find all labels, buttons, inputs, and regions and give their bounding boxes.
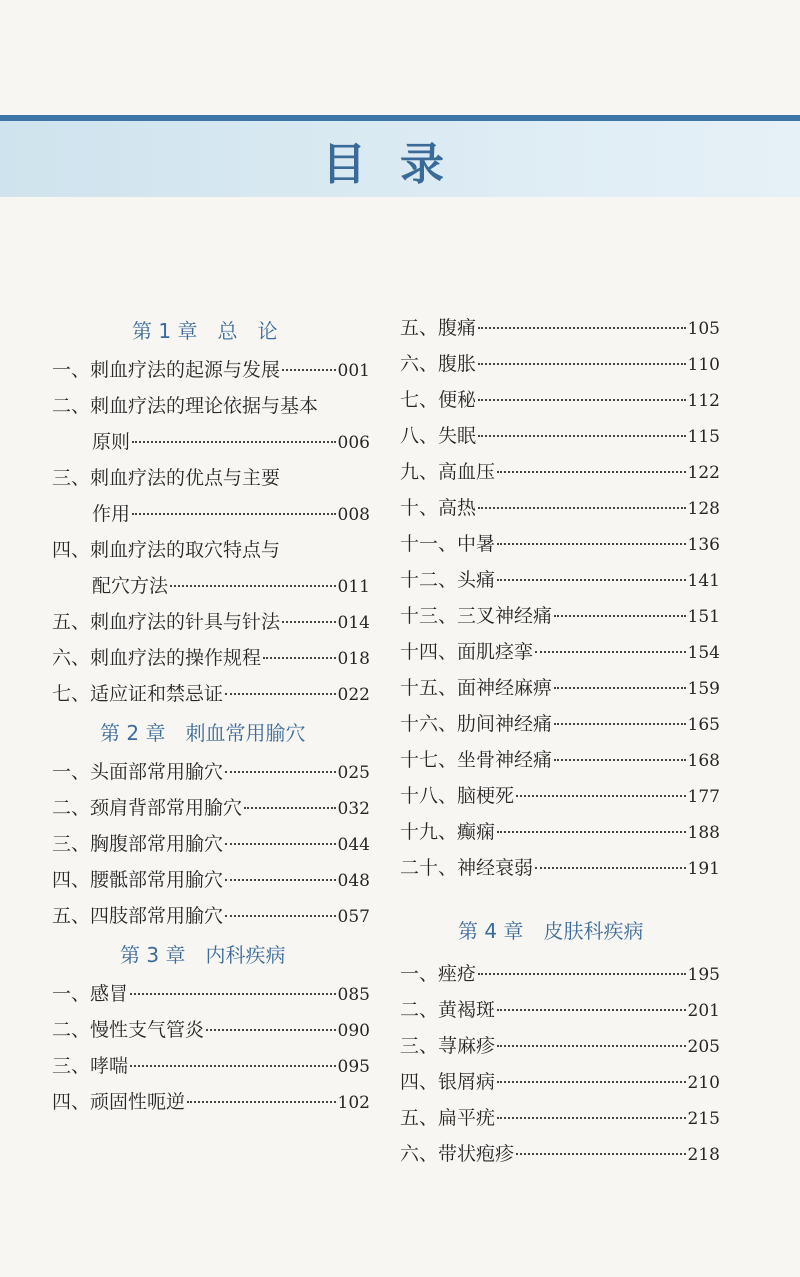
leader-dots — [478, 507, 686, 509]
toc-entry[interactable] — [52, 532, 370, 604]
leader-dots — [478, 973, 686, 975]
entry-title: 三、胸腹部常用腧穴 — [52, 833, 224, 855]
toc-entry[interactable] — [400, 1100, 720, 1136]
entry-title: 二、颈肩背部常用腧穴 — [52, 797, 243, 819]
toc-entry[interactable] — [52, 754, 370, 790]
leader-dots — [554, 759, 686, 761]
toc-entry[interactable] — [400, 850, 720, 886]
entry-title: 原则 — [92, 431, 131, 453]
entry-title: 四、刺血疗法的取穴特点与 — [52, 539, 281, 561]
toc-entry[interactable] — [400, 526, 720, 562]
leader-dots — [263, 657, 336, 659]
page-number: 044 — [337, 835, 370, 855]
page-number: 011 — [337, 577, 370, 597]
leader-dots — [516, 795, 686, 797]
page-number: 095 — [337, 1057, 370, 1077]
toc-entry[interactable] — [52, 640, 370, 676]
leader-dots — [497, 1009, 686, 1011]
chapter-heading: 第 4 章 皮肤科疾病 — [458, 919, 644, 943]
toc-entry[interactable] — [400, 346, 720, 382]
page-number: 218 — [687, 1145, 720, 1165]
spacer — [400, 886, 720, 910]
page-number: 122 — [687, 463, 720, 483]
toc-entry[interactable] — [400, 992, 720, 1028]
toc-entry[interactable] — [400, 1064, 720, 1100]
entry-title: 六、刺血疗法的操作规程 — [52, 647, 262, 669]
leader-dots — [225, 693, 336, 695]
leader-dots — [244, 807, 336, 809]
page-number: 191 — [687, 859, 720, 879]
toc-left-column — [52, 310, 370, 1120]
toc-entry[interactable] — [400, 634, 720, 670]
leader-dots — [497, 1045, 686, 1047]
entry-title: 十四、面肌痉挛 — [400, 641, 534, 663]
page-number: 154 — [687, 643, 720, 663]
leader-dots — [170, 585, 336, 587]
entry-title: 十、高热 — [400, 497, 477, 519]
entry-title: 四、腰骶部常用腧穴 — [52, 869, 224, 891]
entry-title: 三、刺血疗法的优点与主要 — [52, 467, 281, 489]
page-number: 102 — [337, 1093, 370, 1113]
leader-dots — [516, 1153, 686, 1155]
leader-dots — [132, 441, 336, 443]
toc-entry[interactable] — [52, 352, 370, 388]
leader-dots — [478, 399, 686, 401]
page-number: 205 — [687, 1037, 720, 1057]
page-number: 048 — [337, 871, 370, 891]
page-number: 201 — [687, 1001, 720, 1021]
leader-dots — [497, 831, 686, 833]
toc-entry[interactable] — [400, 598, 720, 634]
toc-entry[interactable] — [400, 310, 720, 346]
leader-dots — [282, 369, 336, 371]
page-number: 128 — [687, 499, 720, 519]
chapter-heading: 第 1 章 总 论 — [132, 319, 278, 343]
toc-entry[interactable] — [400, 1028, 720, 1064]
toc-entry[interactable] — [400, 454, 720, 490]
page-number: 085 — [337, 985, 370, 1005]
page-number: 025 — [337, 763, 370, 783]
page-number: 008 — [337, 505, 370, 525]
entry-title: 一、痤疮 — [400, 963, 477, 985]
page-title: 目录 — [322, 139, 478, 190]
entry-title: 配穴方法 — [92, 575, 169, 597]
toc-entry[interactable] — [52, 604, 370, 640]
page-number: 165 — [687, 715, 720, 735]
entry-title: 七、便秘 — [400, 389, 477, 411]
leader-dots — [535, 867, 686, 869]
toc-entry[interactable] — [400, 562, 720, 598]
entry-title: 六、带状疱疹 — [400, 1143, 515, 1165]
page-number: 115 — [687, 427, 720, 447]
toc-entry[interactable] — [52, 976, 370, 1012]
toc-entry[interactable] — [400, 382, 720, 418]
leader-dots — [206, 1029, 336, 1031]
leader-dots — [478, 435, 686, 437]
toc-entry[interactable] — [400, 670, 720, 706]
toc-entry[interactable] — [400, 490, 720, 526]
leader-dots — [497, 1081, 686, 1083]
toc-entry[interactable] — [52, 388, 370, 460]
page-number: 188 — [687, 823, 720, 843]
entry-title: 七、适应证和禁忌证 — [52, 683, 224, 705]
toc-entry[interactable] — [52, 460, 370, 532]
toc-entry[interactable] — [52, 898, 370, 934]
entry-title: 二、慢性支气管炎 — [52, 1019, 205, 1041]
entry-title: 一、感冒 — [52, 983, 129, 1005]
leader-dots — [225, 771, 336, 773]
entry-title: 五、四肢部常用腧穴 — [52, 905, 224, 927]
page-number: 110 — [687, 355, 720, 375]
entry-title: 八、失眠 — [400, 425, 477, 447]
leader-dots — [535, 651, 686, 653]
leader-dots — [130, 993, 336, 995]
page-number: 090 — [337, 1021, 370, 1041]
leader-dots — [497, 471, 686, 473]
entry-title: 一、头面部常用腧穴 — [52, 761, 224, 783]
toc-entry[interactable] — [52, 1084, 370, 1120]
leader-dots — [478, 363, 686, 365]
entry-title: 十一、中暑 — [400, 533, 496, 555]
leader-dots — [497, 1117, 686, 1119]
toc-entry[interactable] — [400, 1136, 720, 1172]
leader-dots — [497, 579, 686, 581]
leader-dots — [554, 723, 686, 725]
entry-title: 一、刺血疗法的起源与发展 — [52, 359, 281, 381]
toc-entry[interactable] — [52, 826, 370, 862]
entry-title: 十五、面神经麻痹 — [400, 677, 553, 699]
page-number: 001 — [337, 361, 370, 381]
page-number: 022 — [337, 685, 370, 705]
leader-dots — [187, 1101, 336, 1103]
page-number: 210 — [687, 1073, 720, 1093]
page-number: 195 — [687, 965, 720, 985]
page-number: 136 — [687, 535, 720, 555]
entry-title: 十八、脑梗死 — [400, 785, 515, 807]
toc-entry[interactable] — [400, 418, 720, 454]
entry-title: 十九、癫痫 — [400, 821, 496, 843]
toc-entry[interactable] — [400, 778, 720, 814]
toc-entry[interactable] — [52, 862, 370, 898]
page-number: 141 — [687, 571, 720, 591]
leader-dots — [554, 615, 686, 617]
entry-title: 五、刺血疗法的针具与针法 — [52, 611, 281, 633]
page-number: 159 — [687, 679, 720, 699]
entry-title: 十二、头痛 — [400, 569, 496, 591]
page-number: 057 — [337, 907, 370, 927]
toc-entry[interactable] — [52, 676, 370, 712]
toc-entry[interactable] — [52, 1012, 370, 1048]
entry-title: 五、腹痛 — [400, 317, 477, 339]
leader-dots — [225, 915, 336, 917]
page-number: 215 — [687, 1109, 720, 1129]
page-number: 177 — [687, 787, 720, 807]
entry-title: 四、顽固性呃逆 — [52, 1091, 186, 1113]
entry-title: 十七、坐骨神经痛 — [400, 749, 553, 771]
page-number: 018 — [337, 649, 370, 669]
entry-title: 五、扁平疣 — [400, 1107, 496, 1129]
page-number: 151 — [687, 607, 720, 627]
entry-title: 三、哮喘 — [52, 1055, 129, 1077]
page-number: 105 — [687, 319, 720, 339]
page-number: 168 — [687, 751, 720, 771]
entry-title: 二十、神经衰弱 — [400, 857, 534, 879]
toc-entry[interactable] — [52, 1048, 370, 1084]
entry-title: 四、银屑病 — [400, 1071, 496, 1093]
page-number: 032 — [337, 799, 370, 819]
leader-dots — [497, 543, 686, 545]
entry-title: 十三、三叉神经痛 — [400, 605, 553, 627]
chapter-heading: 第 3 章 内科疾病 — [120, 943, 286, 967]
entry-title: 三、荨麻疹 — [400, 1035, 496, 1057]
leader-dots — [554, 687, 686, 689]
toc-right-column — [400, 310, 720, 1172]
entry-title: 二、刺血疗法的理论依据与基本 — [52, 395, 319, 417]
toc-entry[interactable] — [400, 956, 720, 992]
toc-entry[interactable] — [400, 742, 720, 778]
toc-entry[interactable] — [400, 706, 720, 742]
entry-title: 九、高血压 — [400, 461, 496, 483]
toc-entry[interactable] — [52, 790, 370, 826]
entry-title: 六、腹胀 — [400, 353, 477, 375]
entry-title: 十六、肋间神经痛 — [400, 713, 553, 735]
leader-dots — [132, 513, 336, 515]
page-number: 006 — [337, 433, 370, 453]
leader-dots — [478, 327, 686, 329]
page-number: 112 — [687, 391, 720, 411]
chapter-heading: 第 2 章 刺血常用腧穴 — [100, 721, 306, 745]
leader-dots — [282, 621, 336, 623]
toc-entry[interactable] — [400, 814, 720, 850]
entry-title: 二、黄褐斑 — [400, 999, 496, 1021]
leader-dots — [225, 843, 336, 845]
page-number: 014 — [337, 613, 370, 633]
leader-dots — [130, 1065, 336, 1067]
entry-title: 作用 — [92, 503, 131, 525]
leader-dots — [225, 879, 336, 881]
